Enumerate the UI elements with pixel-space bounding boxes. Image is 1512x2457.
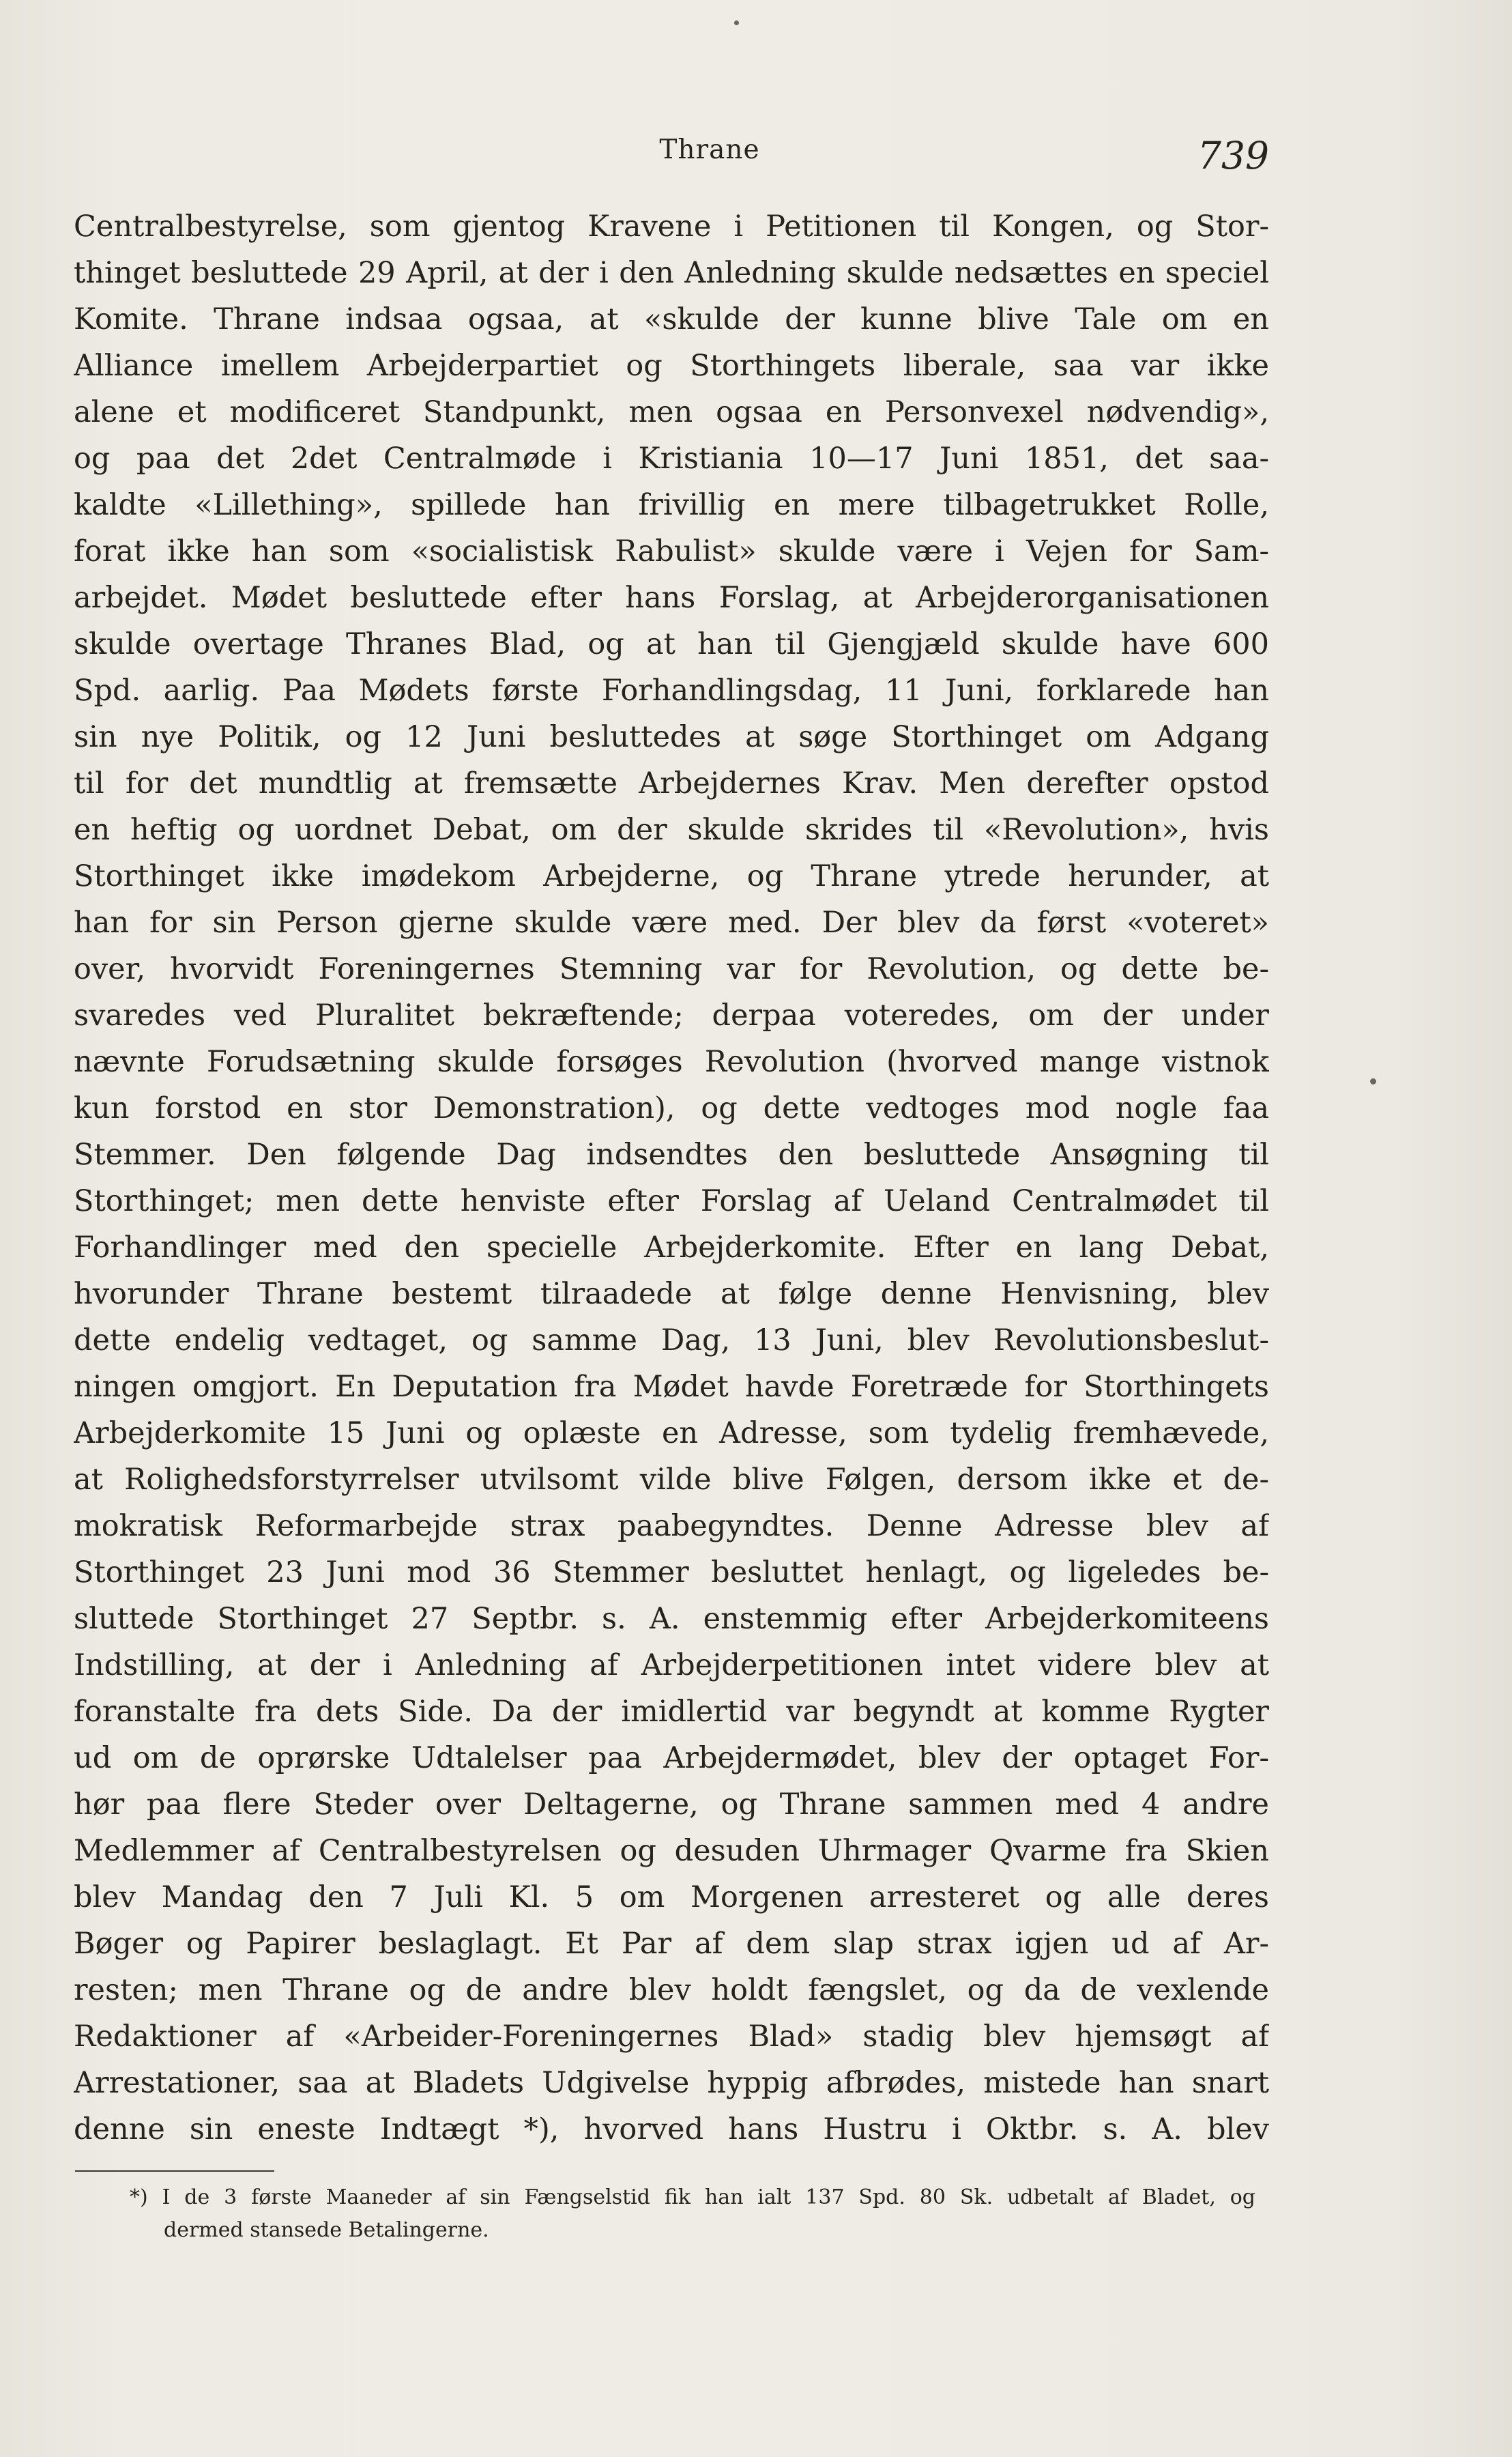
text-line: forat ikke han som «socialistisk Rabulist» skulde være i Vejen for Sam- [74, 534, 1269, 569]
footnote-line: *) I de 3 første Maaneder af sin Fængselstid fik han ialt 137 Spd. 80 Sk. udbetalt af Bladet, og [130, 2185, 1255, 2209]
text-line: thinget besluttede 29 April, at der i den Anledning skulde nedsættes en speciel [74, 256, 1269, 290]
text-line: mokratisk Reformarbejde strax paabegyndtes. Denne Adresse blev af [74, 1509, 1269, 1543]
text-line: foranstalte fra dets Side. Da der imidlertid var begyndt at komme Rygter [74, 1695, 1269, 1729]
text-line: Stemmer. Den følgende Dag indsendtes den besluttede Ansøgning til [74, 1138, 1269, 1172]
text-line: Spd. aarlig. Paa Mødets første Forhandlingsdag, 11 Juni, forklarede han [74, 674, 1269, 708]
text-line: til for det mundtlig at fremsætte Arbejdernes Krav. Men derefter opstod [74, 766, 1269, 801]
text-line: Bøger og Papirer beslaglagt. Et Par af dem slap strax igjen ud af Ar- [74, 1927, 1269, 1961]
running-head [0, 134, 1512, 175]
running-title: Thrane [659, 134, 760, 165]
text-line: blev Mandag den 7 Juli Kl. 5 om Morgenen arresteret og alle deres [74, 1880, 1269, 1914]
text-line: en heftig og uordnet Debat, om der skulde skrides til «Revolution», hvis [74, 813, 1269, 847]
text-line: hvorunder Thrane bestemt tilraadede at følge denne Henvisning, blev [74, 1277, 1269, 1311]
footnote-rule [75, 2170, 274, 2172]
footnote [130, 2181, 1255, 2247]
footnote-line: dermed stansede Betalingerne. [164, 2218, 489, 2242]
text-line: Medlemmer af Centralbestyrelsen og desuden Uhrmager Qvarme fra Skien [74, 1834, 1269, 1868]
text-line: Komite. Thrane indsaa ogsaa, at «skulde der kunne blive Tale om en [74, 302, 1269, 336]
text-line: Arbejderkomite 15 Juni og oplæste en Adresse, som tydelig fremhævede, [74, 1416, 1269, 1450]
text-line: Arrestationer, saa at Bladets Udgivelse hyppig afbrødes, mistede han snart [74, 2066, 1269, 2100]
text-line: og paa det 2det Centralmøde i Kristiania 10—17 Juni 1851, det saa- [74, 442, 1269, 476]
text-line: sluttede Storthinget 27 Septbr. s. A. enstemmig efter Arbejderkomiteens [74, 1602, 1269, 1636]
text-line: nævnte Forudsætning skulde forsøges Revolution (hvorved mange vistnok [74, 1045, 1269, 1079]
text-line: Storthinget 23 Juni mod 36 Stemmer besluttet henlagt, og ligeledes be- [74, 1555, 1269, 1590]
text-line: kaldte «Lillething», spillede han frivillig en mere tilbagetrukket Rolle, [74, 488, 1269, 522]
body-text [74, 203, 1269, 2153]
text-line: alene et modificeret Standpunkt, men ogsaa en Personvexel nødvendig», [74, 395, 1269, 429]
text-line: Storthinget ikke imødekom Arbejderne, og Thrane ytrede herunder, at [74, 859, 1269, 893]
page-number: 739 [1197, 134, 1269, 177]
text-line: arbejdet. Mødet besluttede efter hans Forslag, at Arbejderorganisationen [74, 581, 1269, 615]
text-line: Forhandlinger med den specielle Arbejderkomite. Efter en lang Debat, [74, 1231, 1269, 1265]
text-line: Centralbestyrelse, som gjentog Kravene i Petitionen til Kongen, og Stor- [74, 210, 1269, 244]
text-line: Alliance imellem Arbejderpartiet og Storthingets liberale, saa var ikke [74, 349, 1269, 383]
text-line: kun forstod en stor Demonstration), og dette vedtoges mod nogle faa [74, 1091, 1269, 1125]
text-line: han for sin Person gjerne skulde være med. Der blev da først «voteret» [74, 906, 1269, 940]
text-line: ningen omgjort. En Deputation fra Mødet havde Foretræde for Storthingets [74, 1370, 1269, 1404]
text-line: at Rolighedsforstyrrelser utvilsomt vilde blive Følgen, dersom ikke et de- [74, 1463, 1269, 1497]
text-line: dette endelig vedtaget, og samme Dag, 13 Juni, blev Revolutionsbeslut- [74, 1323, 1269, 1357]
text-line: Redaktioner af «Arbeider-Foreningernes Blad» stadig blev hjemsøgt af [74, 2020, 1269, 2054]
text-line: skulde overtage Thranes Blad, og at han til Gjengjæld skulde have 600 [74, 627, 1269, 661]
text-line: denne sin eneste Indtægt *), hvorved hans Hustru i Oktbr. s. A. blev [74, 2112, 1269, 2146]
text-line: ud om de oprørske Udtalelser paa Arbejdermødet, blev der optaget For- [74, 1741, 1269, 1775]
text-line: hør paa flere Steder over Deltagerne, og Thrane sammen med 4 andre [74, 1787, 1269, 1822]
text-line: sin nye Politik, og 12 Juni besluttedes at søge Storthinget om Adgang [74, 720, 1269, 754]
text-line: Indstilling, at der i Anledning af Arbejderpetitionen intet videre blev at [74, 1648, 1269, 1682]
paper-speck [1370, 1078, 1376, 1084]
text-line: over, hvorvidt Foreningernes Stemning var for Revolution, og dette be- [74, 952, 1269, 986]
text-line: svaredes ved Pluralitet bekræftende; derpaa voteredes, om der under [74, 998, 1269, 1033]
text-line: resten; men Thrane og de andre blev holdt fængslet, og da de vexlende [74, 1973, 1269, 2007]
text-line: Storthinget; men dette henviste efter Forslag af Ueland Centralmødet til [74, 1184, 1269, 1218]
paper-speck [734, 20, 739, 25]
